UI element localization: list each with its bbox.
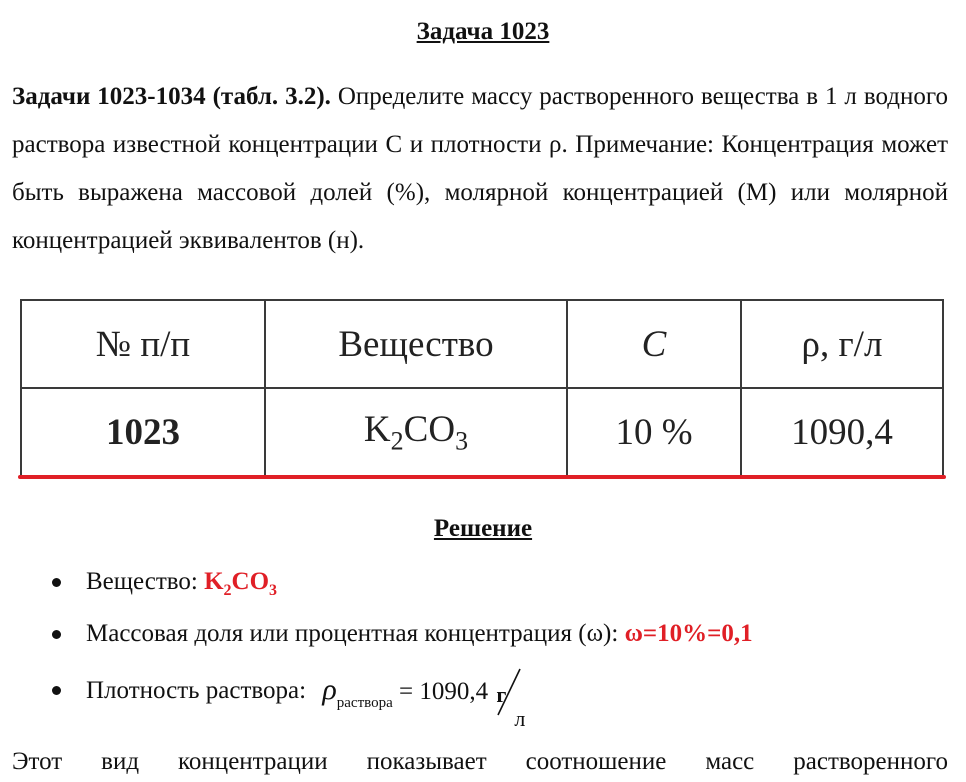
cell-number: 1023 — [21, 388, 265, 476]
red-underline — [18, 475, 946, 479]
header-substance: Вещество — [265, 300, 567, 388]
data-table-container — [20, 299, 944, 477]
cell-substance: $K_2CO_3$ — [265, 388, 567, 476]
density-formula: $\rho_{раствора} = 1090,4$ г л — [322, 660, 538, 725]
cell-density: 1090,4 — [741, 388, 943, 476]
list-item-substance: Вещество: $K_2CO_3$ — [0, 556, 753, 608]
mass-fraction-value: ω=10%=0,1 — [624, 620, 753, 647]
bullet-icon — [52, 686, 61, 695]
task-text: Определите массу растворенного вещества в 1 л водного раствора известной концентрации С и плотности ρ. Примечание: Концентрация может быть выражена массовой долей (%), молярной концентрацией (М) или молярной концентрацией эквивалентов (н). — [12, 83, 948, 254]
bullet-icon — [52, 630, 61, 639]
list-item-density: Плотность раствора: $\rho_{раствора} = 1090,4$ г л — [0, 660, 753, 720]
task-description — [12, 73, 948, 265]
header-density: ρ, г/л — [741, 300, 943, 388]
list-item-mass-fraction: Массовая доля или процентная концентрация (ω): ω=10%=0,1 — [0, 608, 753, 660]
continuation-text: Этот вид концентрации показывает соотношение масс растворенного — [12, 748, 948, 775]
header-concentration: C — [567, 300, 741, 388]
table-row — [21, 388, 943, 476]
task-range-label: Задачи 1023-1034 (табл. 3.2). — [12, 83, 331, 110]
unit-fraction: г л — [494, 665, 538, 721]
page-title: Задача 1023 — [416, 18, 550, 45]
substance-formula: $K_2CO_3$ — [204, 568, 278, 599]
solution-title: Решение — [433, 515, 533, 542]
table-header-row — [21, 300, 943, 388]
solution-list — [0, 556, 753, 732]
bullet-icon — [52, 578, 61, 587]
data-table — [20, 299, 944, 477]
header-number: № п/п — [21, 300, 265, 388]
cell-concentration: 10 % — [567, 388, 741, 476]
